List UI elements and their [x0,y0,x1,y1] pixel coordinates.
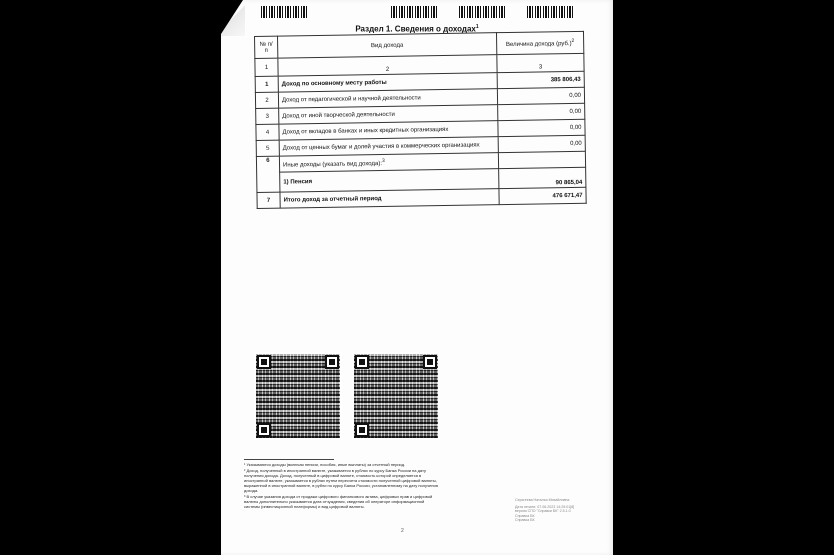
software-mark-2: Справка БК [515,518,535,523]
row-num: 7 [257,192,280,208]
row-label: Доход от педагогической и научной деятельности [278,89,497,108]
signature-block [515,498,597,523]
row-value-empty [498,151,585,168]
row-value: 0,00 [498,119,585,136]
section-title: Раздел 1. Сведения о доходах$^1$ [355,24,479,34]
page-number: 2 [401,528,404,534]
qr-code-1 [256,354,340,438]
row-num: 6 [256,156,280,192]
footnote-3: ³ В случае указания дохода от продажи цифрового финансового актива, цифровых прав и цифровой валюты дополнительно указывается дата отчуждения, сведения об операторе информационной системы (инвестиционной платформы) и вид цифровой валюты. [244,494,433,509]
row-label: Доход от иной творческой деятельности [279,105,498,124]
header-kind: Вид дохода [278,33,497,58]
row-label: Доход от вкладов в банках и иных кредитных организациях [279,121,498,140]
row-label: Иные доходы (указать вид дохода):$^3$ [279,153,498,172]
header-num: № п/п [255,36,278,58]
row-label: Доход от ценных бумаг и долей участия в коммерческих организациях [279,137,498,156]
colnum-1: 1 [255,58,278,76]
pension-value: 90 865,04 [499,167,586,188]
row-value: 0,00 [498,135,585,152]
software-version: версия СПО "Справки БК" 2.5.1.0 [515,509,571,514]
row-num: 5 [256,140,279,156]
row-num: 3 [256,108,279,124]
software-mark-1: Справка БК [515,513,535,518]
qr-code-2 [354,354,438,438]
row-value: 0,00 [497,87,584,104]
header-amount: Величина дохода $(руб.)^2$ [496,31,583,54]
colnum-2: 2 [278,55,497,76]
row-num: 2 [255,92,278,108]
print-date: Дата печати: 07.06.2023 14:25:01[8] [515,504,575,509]
row-value: 0,00 [498,103,585,120]
document-page [221,0,613,555]
row-value: 476 671,47 [499,187,586,204]
barcode-2 [391,6,438,18]
barcode-3 [459,6,507,18]
income-table [254,31,587,209]
row-label: Итого доход за отчетный период [280,189,499,208]
barcode-4 [527,6,574,18]
pension-label: 1) Пенсия [280,169,499,192]
signer-name: Серьгеева Наталья Михайловна [515,498,570,502]
footnotes [244,462,439,510]
footnote-1: ¹ Указываются доходы (включая пенсии, пособия, иные выплаты) за отчетный период. [244,462,406,467]
colnum-3: 3 [497,53,584,72]
row-value: 385 806,43 [497,71,584,88]
row-label: Доход по основному месту работы [278,73,497,92]
row-num: 4 [256,124,279,140]
barcode-1 [261,6,307,18]
footnote-2: ² Доход, полученный в иностранной валюте, указывается в рублях по курсу Банка России на дату получения дохода. Доход, полученный в цифровой валюте, стоимость которой определяется в иностранной валюте, указывается в рублях путем пересчета стоимости полученной цифровой валюты, выраженной в иностранной валюте, в рубли по курсу Банка России, установленному на дату получения дохода. [244,468,438,493]
row-num: 1 [255,76,278,92]
footnote-divider [244,459,334,460]
